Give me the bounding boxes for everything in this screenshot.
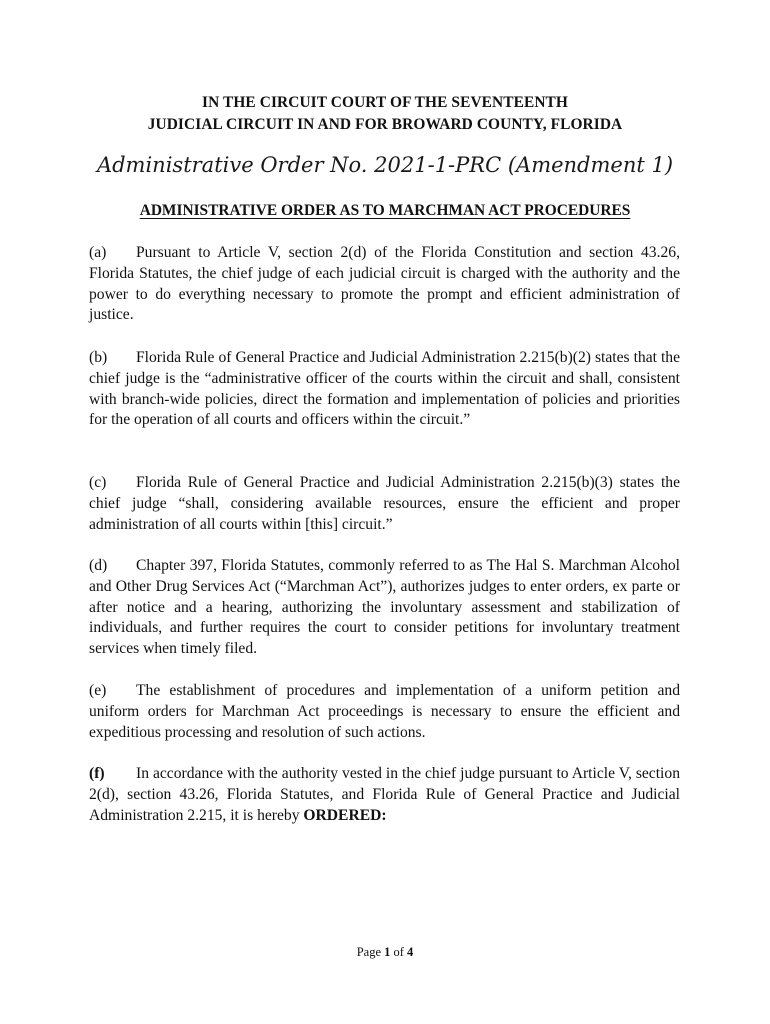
ordered-keyword: ORDERED: [303, 806, 387, 824]
page-number: 1 [384, 945, 391, 959]
paragraph-c-label: (c) [89, 474, 107, 491]
paragraph-b-text: Florida Rule of General Practice and Judicial Administration 2.215(b)(2) states that the chief judge is the “administrative officer of the courts within the circuit and shall, consistent with branch-wide policies, direct the formation and implementation of policies and priorities for the operation of all courts and officers within the circuit.” [89, 349, 680, 429]
paragraph-e-label: (e) [89, 682, 107, 699]
paragraph-a [89, 243, 680, 326]
order-subject-text: ADMINISTRATIVE ORDER AS TO MARCHMAN ACT PROCEDURES [139, 202, 631, 219]
of-word: of [393, 945, 404, 959]
page-total: 4 [407, 945, 414, 959]
paragraph-a-label: (a) [89, 244, 107, 261]
paragraph-f [89, 764, 680, 826]
court-header-line-1: IN THE CIRCUIT COURT OF THE SEVENTEENTH [202, 94, 568, 111]
order-subject [0, 202, 770, 220]
paragraph-e-text: The establishment of procedures and implementation of a uniform petition and uniform orders for Marchman Act proceedings is necessary to ensure the efficient and expeditious processing and resolution of such actions. [89, 682, 680, 741]
paragraph-d-text: Chapter 397, Florida Statutes, commonly referred to as The Hal S. Marchman Alcohol and Other Drug Services Act (“Marchman Act”), authorizes judges to enter orders, ex parte or after notice and a hearing, authorizing the involuntary assessment and stabilization of individuals, and further requires the court to consider petitions for involuntary treatment services when timely filed. [89, 557, 680, 658]
paragraph-d-label: (d) [89, 557, 108, 574]
paragraph-a-text: Pursuant to Article V, section 2(d) of the Florida Constitution and section 43.26, Florida Statutes, the chief judge of each judicial circuit is charged with the authority and the power to do everything necessary to promote the prompt and efficient administration of justice. [89, 244, 680, 324]
page-footer [0, 945, 770, 960]
paragraph-c-text: Florida Rule of General Practice and Judicial Administration 2.215(b)(3) states the chief judge “shall, considering available resources, ensure the efficient and proper administration of all courts within [this] circuit.” [89, 474, 680, 533]
paragraph-c [89, 473, 680, 535]
paragraph-f-label: (f) [89, 765, 105, 782]
order-title: Administrative Order No. 2021-1-PRC (Amendment 1) [96, 153, 674, 177]
court-header-line-2: JUDICIAL CIRCUIT IN AND FOR BROWARD COUNTY, FLORIDA [147, 116, 623, 133]
paragraph-d [89, 556, 680, 660]
paragraph-f-text: In accordance with the authority vested in the chief judge pursuant to Article V, section 2(d), section 43.26, Florida Statutes, and Florida Rule of General Practice and Judicial Administration 2.215, it is hereby [89, 765, 680, 824]
paragraph-e [89, 681, 680, 743]
paragraph-b-label: (b) [89, 349, 108, 366]
paragraph-b [89, 348, 680, 431]
page-word: Page [356, 945, 381, 959]
